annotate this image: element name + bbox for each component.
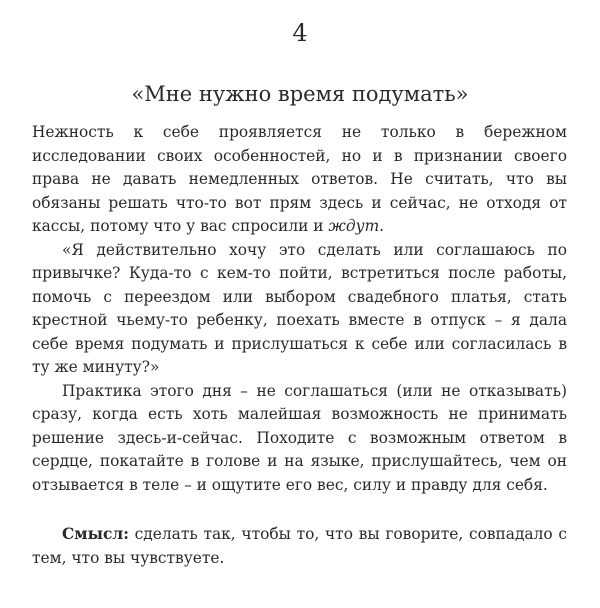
paragraph-1-end: . (379, 217, 385, 235)
paragraph-1-text: Нежность к себе проявляется не только в бережном исследовании своих особенностей, но и в признании своего права не давать немедленных ответов. Не считать, что вы обязаны решать что-то вот прям здесь и сейчас, не отходя от кассы, потому что у вас спросили и (32, 123, 567, 235)
chapter-number: 4 (292, 19, 308, 47)
chapter-title: «Мне нужно время подумать» (131, 82, 469, 106)
paragraph-1 (32, 121, 567, 239)
meaning-label: Смысл: (62, 525, 129, 543)
meaning-text: сделать так, чтобы то, что вы говорите, совпадало с тем, что вы чувствуете. (32, 525, 567, 567)
paragraph-3: Практика этого дня – не соглашаться (или не отказывать) сразу, когда есть хоть малейшая возможность не принимать решение здесь-и-сейчас. Походите с возможным ответом в сердце, покатайте в голове и на языке, прислушайтесь, чем он отзывается в теле – и ощутите его вес, силу и правду для себя. (32, 381, 567, 494)
paragraph-1-emphasis: ждут (328, 217, 380, 235)
paragraph-2: «Я действительно хочу это сделать или соглашаюсь по привычке? Куда-то с кем-то пойти, встретиться после работы, помочь с переездом или выбором свадебного платья, стать крестной чьему-то ребенку, поехать вместе в отпуск – я дала себе время подумать и прислушаться к себе или согласилась в ту же минуту?» (32, 240, 567, 376)
chapter-body (32, 121, 567, 497)
meaning-statement (32, 523, 567, 570)
